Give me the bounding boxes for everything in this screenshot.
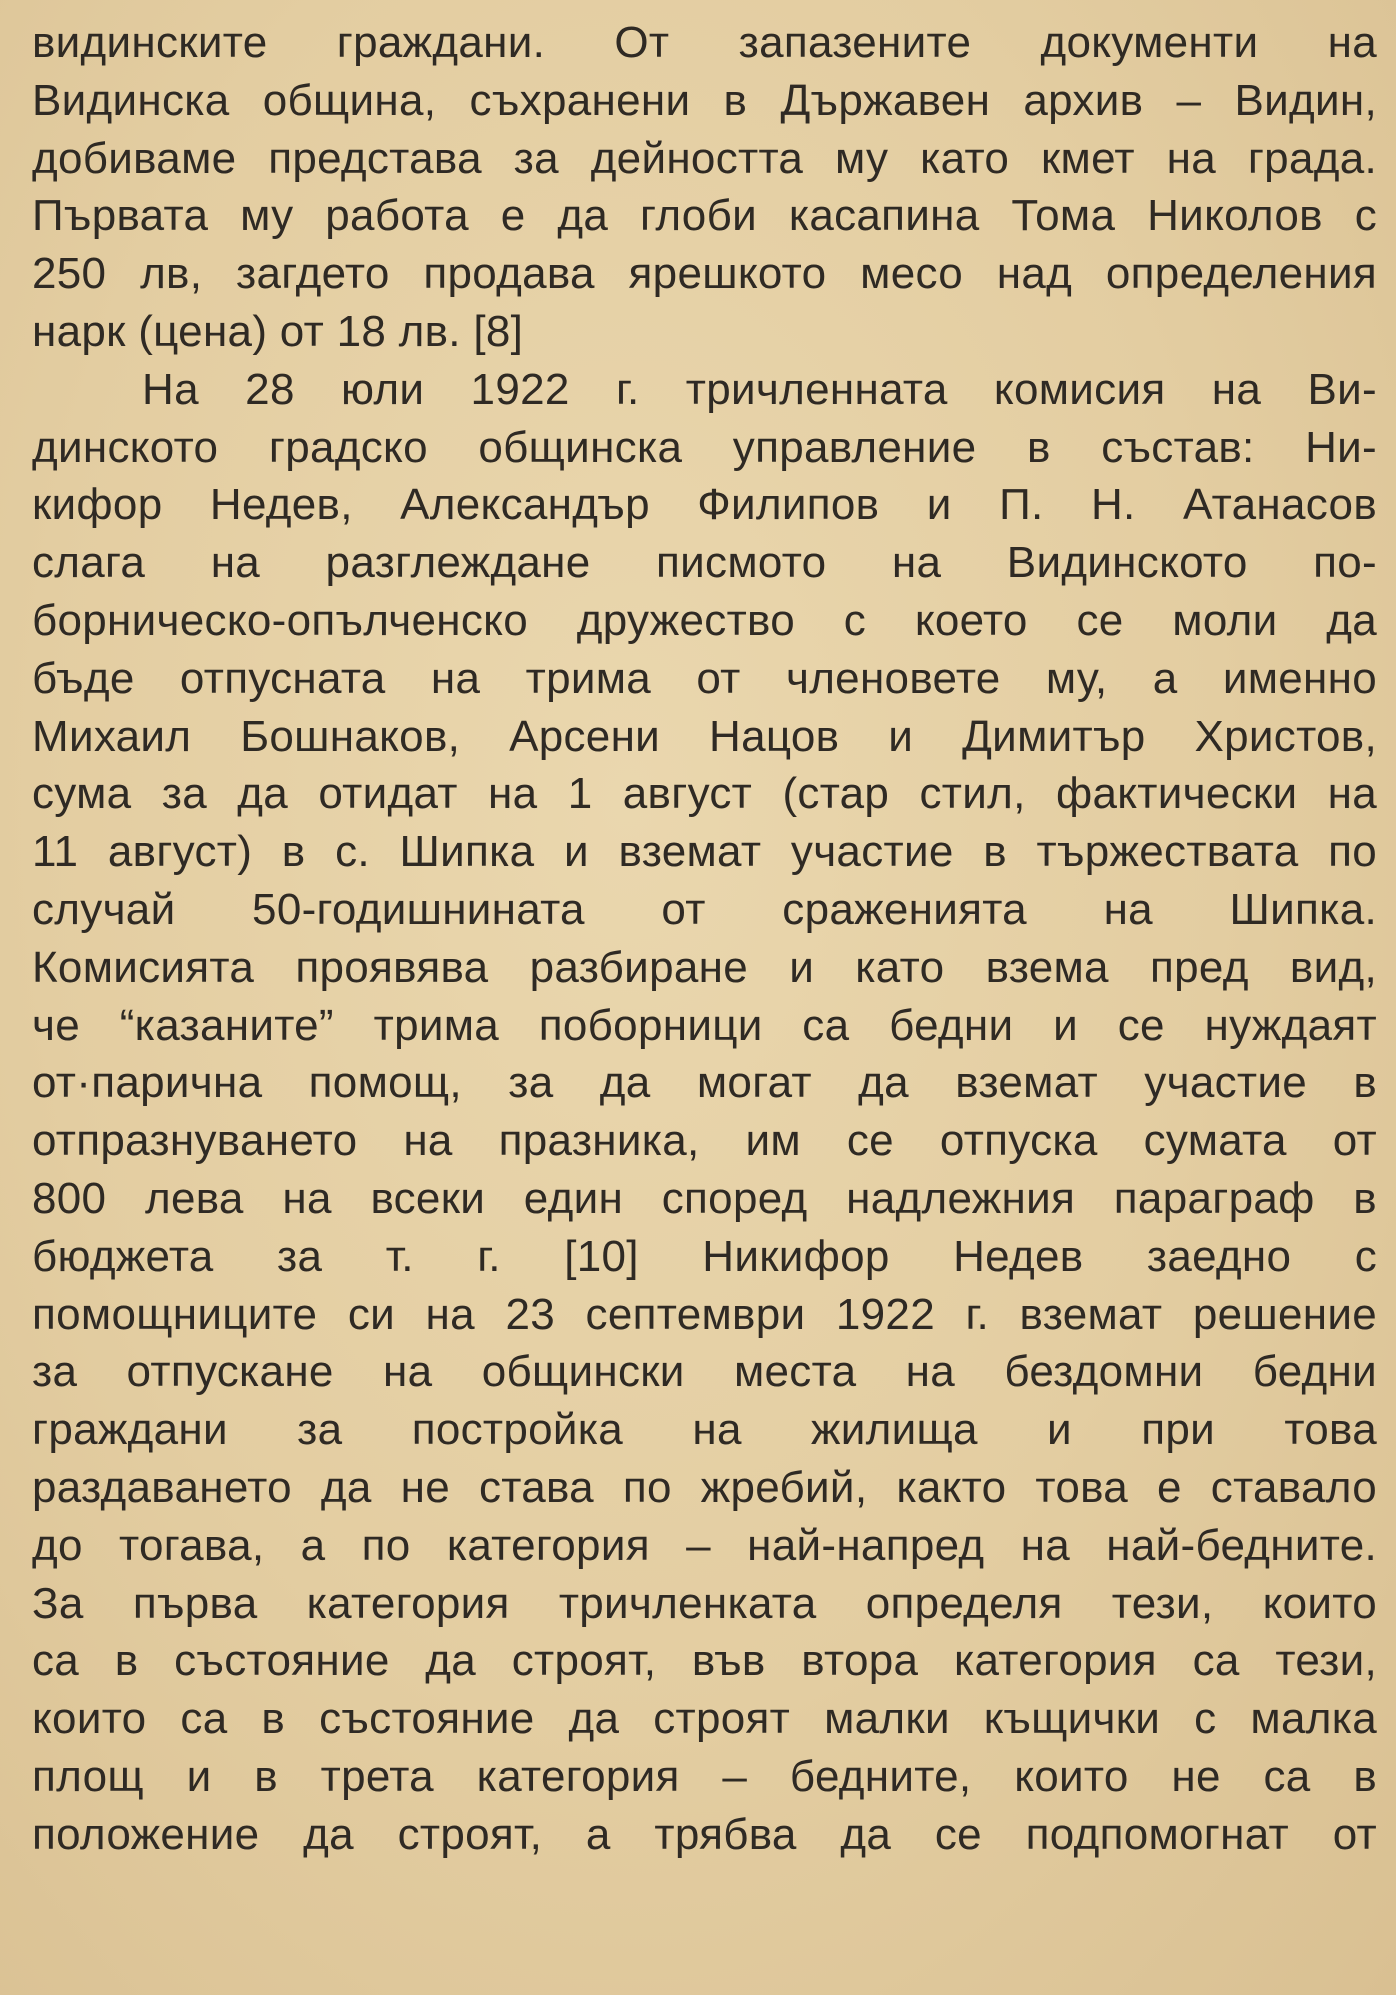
text-line: кифор Недев, Александър Филипов и П. Н. Атанасов	[32, 480, 1377, 530]
text-line: динското градско общинска управление в състав: Ни-	[32, 422, 1377, 472]
text-line: борническо-опълченско дружество с което се моли да	[32, 595, 1377, 645]
text-line: 800 лева на всеки един според надлежния параграф в	[32, 1173, 1377, 1223]
text-line: че “казаните” трима поборници са бедни и се нуждаят	[32, 1000, 1377, 1050]
paragraph-start-line: На 28 юли 1922 г. тричленната комисия на Ви-	[142, 364, 1377, 414]
text-line: положение да строят, а трябва да се подпомогнат от	[32, 1809, 1377, 1859]
text-line: от·парична помощ, за да могат да вземат участие в	[32, 1058, 1377, 1108]
text-line: раздаването да не става по жребий, както това е ставало	[32, 1462, 1377, 1512]
text-line: които са в състояние да строят малки къщички с малка	[32, 1694, 1377, 1744]
text-line: отпразнуването на празника, им се отпуска сумата от	[32, 1116, 1377, 1166]
text-line: слага на разглеждане писмото на Видинското по-	[32, 538, 1377, 588]
text-line: Първата му работа е да глоби касапина Тома Николов с	[32, 191, 1377, 241]
text-line: за отпускане на общински места на бездомни бедни	[32, 1347, 1377, 1397]
body-text	[32, 14, 1377, 1864]
text-line: случай 50-годишнината от сраженията на Шипка.	[32, 884, 1377, 934]
text-line: помощниците си на 23 септември 1922 г. вземат решение	[32, 1289, 1377, 1339]
text-line: площ и в трета категория – бедните, които не са в	[32, 1751, 1377, 1801]
text-line: бъде отпусната на трима от членовете му, а именно	[32, 653, 1377, 703]
text-line: до тогава, а по категория – най-напред на най-бедните.	[32, 1520, 1377, 1570]
text-line: нарк (цена) от 18 лв. [8]	[32, 306, 524, 356]
text-line: Михаил Бошнаков, Арсени Нацов и Димитър Христов,	[32, 711, 1377, 761]
text-line: сума за да отидат на 1 август (стар стил, фактически на	[32, 769, 1377, 819]
text-line: видинските граждани. От запазените документи на	[32, 18, 1377, 67]
text-line: бюджета за т. г. [10] Никифор Недев заедно с	[32, 1231, 1377, 1281]
text-line: са в състояние да строят, във втора категория са тези,	[32, 1636, 1377, 1686]
text-line: 11 август) в с. Шипка и вземат участие в тържествата по	[32, 827, 1377, 877]
text-line: 250 лв, загдето продава ярешкото месо над определения	[32, 249, 1377, 299]
text-line: добиваме представа за дейността му като кмет на града.	[32, 133, 1377, 183]
text-line: Видинска община, съхранени в Държавен архив – Видин,	[32, 75, 1377, 125]
text-line: граждани за постройка на жилища и при това	[32, 1405, 1377, 1455]
text-line: За първа категория тричленката определя тези, които	[32, 1578, 1377, 1628]
text-line: Комисията проявява разбиране и като взема пред вид,	[32, 942, 1377, 992]
